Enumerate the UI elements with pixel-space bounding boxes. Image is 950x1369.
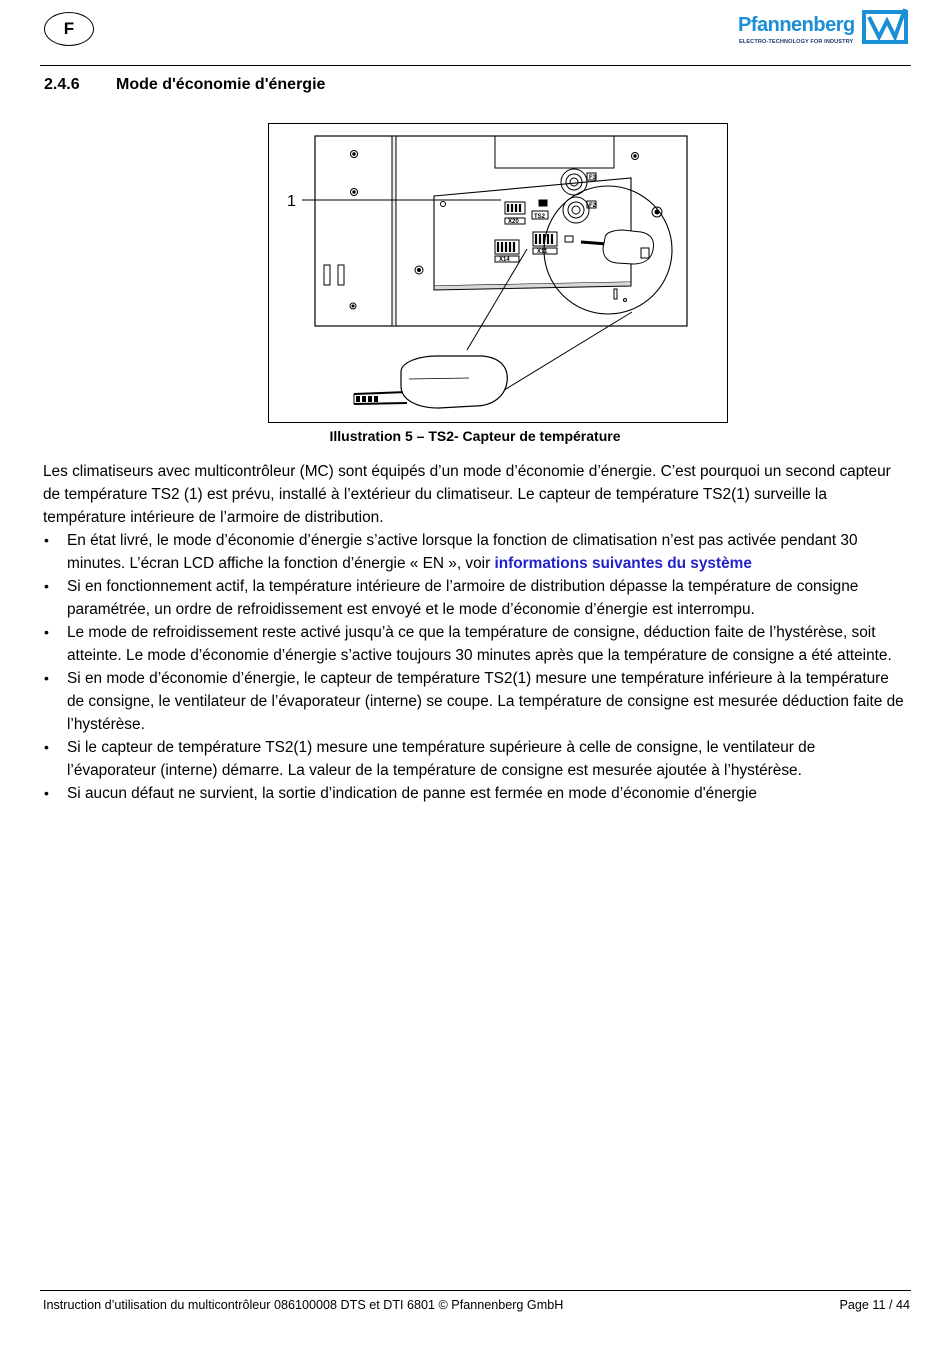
footer-page-number: Page 11 / 44 (839, 1298, 910, 1312)
label-f2: F2 (589, 203, 597, 209)
label-x14: X14 (499, 257, 510, 263)
system-info-link[interactable]: informations suivantes du système (494, 555, 752, 572)
logo-tagline: ELECTRO-TECHNOLOGY FOR INDUSTRY (739, 39, 854, 45)
language-code: F (63, 19, 75, 38)
list-item: • Le mode de refroidissement reste activé jusqu’à ce que la température de consigne, déduction faite de l’hystérèse, soit atteinte. Le mode d’économie d’énergie s’active toujours 30 minutes après que la température de consigne a été atteinte. (43, 621, 905, 667)
label-x11: X11 (537, 249, 548, 255)
list-item: • Si aucun défaut ne survient, la sortie d’indication de panne est fermée en mode d’économie d'énergie (43, 782, 905, 805)
list-item: • Si en mode d’économie d’énergie, le capteur de température TS2(1) mesure une température inférieure à la température de consigne, le ventilateur de l’évaporateur (interne) se coupe. La température de consigne est mesurée déduction faite de l’hystérèse. (43, 667, 905, 736)
figure-caption: Illustration 5 – TS2- Capteur de température (329, 428, 621, 444)
header-rule (40, 65, 911, 66)
section-number: 2.4.6 (44, 76, 80, 93)
section-heading (44, 76, 325, 94)
section-title: Mode d'économie d'énergie (116, 76, 326, 93)
ts2-sensor-illustration (269, 124, 727, 422)
label-x20: X20 (508, 219, 519, 225)
bullet-list (43, 529, 905, 805)
logo-name: Pfannenberg (738, 14, 855, 36)
logo-mark-icon (860, 6, 910, 46)
figure-ts2-sensor (268, 123, 728, 423)
bullet-text: En état livré, le mode d’économie d’énergie s’active lorsque la fonction de climatisation n’est pas activée pendant 30 minutes. L’écran LCD affiche la fonction d’énergie « EN », voir (67, 532, 858, 572)
label-f3: F3 (589, 175, 597, 181)
footer-rule (40, 1290, 911, 1291)
label-ts2: TS2 (534, 214, 546, 220)
pfannenberg-logo (738, 6, 910, 48)
figure-callout-1: 1 (287, 193, 296, 210)
language-badge (44, 12, 94, 46)
footer-document-title: Instruction d’utilisation du multicontrôleur 086100008 DTS et DTI 6801 © Pfannenberg GmbH (43, 1298, 564, 1312)
list-item: • Si en fonctionnement actif, la température intérieure de l’armoire de distribution dépasse la température de consigne paramétrée, un ordre de refroidissement est envoyé et le mode d’économie d’énergie est interrompu. (43, 575, 905, 621)
body-text (43, 460, 905, 805)
list-item: • Si le capteur de température TS2(1) mesure une température supérieure à celle de consigne, le ventilateur de l’évaporateur (interne) démarre. La valeur de la température de consigne est mesurée ajoutée à l’hystérèse. (43, 736, 905, 782)
list-item (43, 529, 905, 575)
intro-paragraph: Les climatiseurs avec multicontrôleur (MC) sont équipés d’un mode d’économie d’énergie. C’est pourquoi un second capteur de température TS2 (1) est prévu, installé à l’extérieur du climatiseur. Le capteur de température TS2(1) surveille la température intérieure de l’armoire de distribution. (43, 463, 891, 526)
